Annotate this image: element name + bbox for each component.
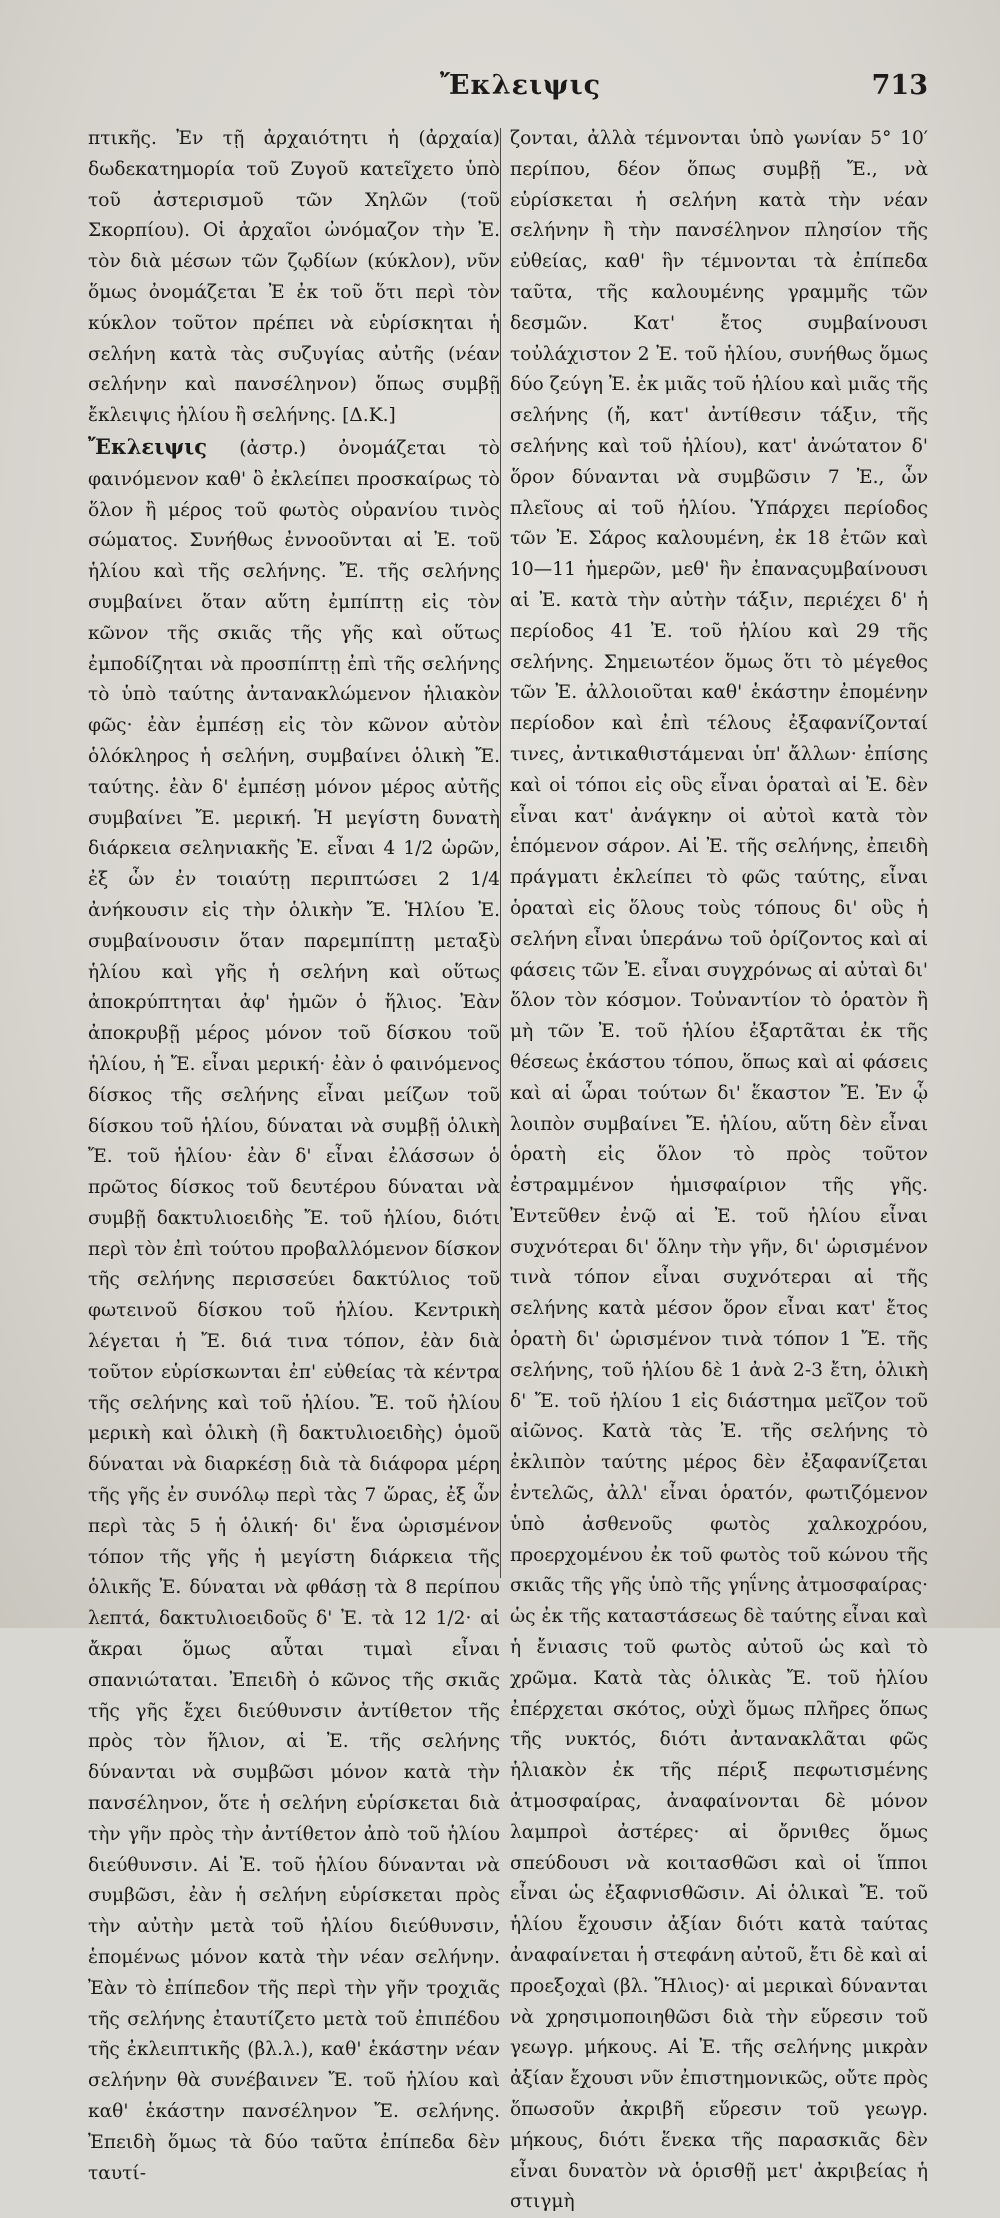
column-divider bbox=[500, 128, 501, 1578]
entry-eklipsis bbox=[88, 432, 500, 2189]
running-head: Ἔκλειψις bbox=[440, 70, 602, 101]
page-number: 713 bbox=[871, 70, 928, 101]
headword: Ἔκλειψις bbox=[88, 433, 208, 459]
right-column bbox=[510, 124, 928, 2218]
entry-body: (ἀστρ.) ὀνομάζεται τὸ φαινόμενον καθ' ὃ ἐκλείπει προσκαίρως τὸ ὅλον ἢ μέρος τοῦ φωτὸς οὐρανίου τινὸς σώματος. Συνήθως ἐννοοῦνται αἱ Ἐ. τοῦ ἡλίου καὶ τῆς σελήνης. Ἔ. τῆς σελήνης συμβαίνει ὅταν αὕτη ἐμπίπτῃ εἰς τὸν κῶνον τῆς σκιᾶς τῆς γῆς καὶ οὕτως ἐμποδίζηται νὰ προσπίπτῃ ἐπὶ τῆς σελήνης τὸ ὑπὸ ταύτης ἀντανακλώμενον ἡλιακὸν φῶς· ἐὰν ἐμπέσῃ εἰς τὸν κῶνον αὐτὸν ὁλόκληρος ἡ σελήνη, συμβαίνει ὁλικὴ Ἔ. ταύτης. ἐὰν δ' ἐμπέσῃ μόνον μέρος αὐτῆς συμβαίνει Ἔ. μερική. Ἡ μεγίστη δυνατὴ διάρκεια σεληνιακῆς Ἐ. εἶναι 4 1/2 ὡρῶν, ἐξ ὧν ἐν τοιαύτῃ περιπτώσει 2 1/4 ἀνήκουσιν εἰς τὴν ὁλικὴν Ἔ. Ἡλίου Ἐ. συμβαίνουσιν ὅταν παρεμπίπτῃ μεταξὺ ἡλίου καὶ γῆς ἡ σελήνη καὶ οὕτως ἀποκρύπτηται ἀφ' ἡμῶν ὁ ἥλιος. Ἐὰν ἀποκρυβῇ μέρος μόνον τοῦ δίσκου τοῦ ἡλίου, ἡ Ἔ. εἶναι μερική· ἐὰν ὁ φαινόμενος δίσκος τῆς σελήνης εἶναι μείζων τοῦ δίσκου τοῦ ἡλίου, δύναται νὰ συμβῇ ὁλικὴ Ἔ. τοῦ ἡλίου· ἐὰν δ' εἶναι ἐλάσσων ὁ πρῶτος δίσκος τοῦ δευτέρου δύναται νὰ συμβῇ δακτυλιοειδὴς Ἔ. τοῦ ἡλίου, διότι περὶ τὸν ἐπὶ τούτου προβαλλόμενον δίσκον τῆς σελήνης περισσεύει δακτύλιος τοῦ φωτεινοῦ δίσκου τοῦ ἡλίου. Κεντρικὴ λέγεται ἡ Ἔ. διά τινα τόπον, ἐὰν διὰ τοῦτον εὑρίσκωνται ἐπ' εὐθείας τὰ κέντρα τῆς σελήνης καὶ τοῦ ἡλίου. Ἔ. τοῦ ἡλίου μερικὴ καὶ ὁλικὴ (ἢ δακτυλιοειδὴς) ὁμοῦ δύναται νὰ διαρκέσῃ διὰ τὰ διάφορα μέρη τῆς γῆς ἐν συνόλῳ περὶ τὰς 7 ὥρας, ἐξ ὧν περὶ τὰς 5 ἡ ὁλική· δι' ἕνα ὡρισμένον τόπον τῆς γῆς ἡ μεγίστη διάρκεια τῆς ὁλικῆς Ἐ. δύναται νὰ φθάσῃ τὰ 8 περίπου λεπτά, δακτυλιοειδοῦς δ' Ἐ. τὰ 12 1/2· αἱ ἄκραι ὅμως αὗται τιμαὶ εἶναι σπανιώταται. Ἐπειδὴ ὁ κῶνος τῆς σκιᾶς τῆς γῆς ἔχει διεύθυνσιν ἀντίθετον τῆς πρὸς τὸν ἥλιον, αἱ Ἐ. τῆς σελήνης δύνανται νὰ συμβῶσι μόνον κατὰ τὴν πανσέληνον, ὅτε ἡ σελήνη εὑρίσκεται διὰ τὴν γῆν πρὸς τὴν ἀντίθετον ἀπὸ τοῦ ἡλίου διεύθυνσιν. Αἱ Ἐ. τοῦ ἡλίου δύνανται νὰ συμβῶσι, ἐὰν ἡ σελήνη εὑρίσκεται πρὸς τὴν αὐτὴν μετὰ τοῦ ἡλίου διεύθυνσιν, ἑπομένως μόνον κατὰ τὴν νέαν σελήνην. Ἐὰν τὸ ἐπίπεδον τῆς περὶ τὴν γῆν τροχιᾶς τῆς σελήνης ἐταυτίζετο μετὰ τοῦ ἐπιπέδου τῆς ἐκλειπτικῆς (βλ.λ.), καθ' ἑκάστην νέαν σελήνην θὰ συνέβαινεν Ἔ. τοῦ ἡλίου καὶ καθ' ἑκάστην πανσέληνον Ἔ. σελήνης. Ἐπειδὴ ὅμως τὰ δύο ταῦτα ἐπίπεδα δὲν ταυτί- bbox=[88, 437, 500, 2184]
left-paragraph-continued: πτικῆς. Ἐν τῇ ἀρχαιότητι ἡ (ἀρχαία) δωδεκατημορία τοῦ Ζυγοῦ κατεῖχετο ὑπὸ τοῦ ἀστερισμοῦ τῶν Χηλῶν (τοῦ Σκορπίου). Οἱ ἀρχαῖοι ὠνόμαζον τὴν Ἐ. τὸν διὰ μέσων τῶν ζῳδίων (κύκλον), νῦν ὅμως ὀνομάζεται Ἐ ἐκ τοῦ ὅτι περὶ τὸν κύκλον τοῦτον πρέπει νὰ εὑρίσκηται ἡ σελήνη κατὰ τὰς συζυγίας αὐτῆς (νέαν σελήνην καὶ πανσέληνον) ὅπως συμβῇ ἔκλειψις ἡλίου ἢ σελήνης. [Δ.Κ.] bbox=[88, 128, 500, 427]
left-column bbox=[88, 124, 500, 2189]
right-paragraph: ζονται, ἀλλὰ τέμνονται ὑπὸ γωνίαν 5° 10′ περίπου, δέον ὅπως συμβῇ Ἔ., νὰ εὑρίσκεται ἡ σελήνη κατὰ τὴν νέαν σελήνην ἢ τὴν πανσέληνον πλησίον τῆς εὐθείας, καθ' ἣν τέμνονται τὰ ἐπίπεδα ταῦτα, τῆς καλουμένης γραμμῆς τῶν δεσμῶν. Κατ' ἔτος συμβαίνουσι τοὐλάχιστον 2 Ἐ. τοῦ ἡλίου, συνήθως ὅμως δύο ζεύγη Ἐ. ἐκ μιᾶς τοῦ ἡλίου καὶ μιᾶς τῆς σελήνης (ἤ, κατ' ἀντίθεσιν τάξιν, τῆς σελήνης καὶ τοῦ ἡλίου), κατ' ἀνώτατον δ' ὅρον δύνανται νὰ συμβῶσιν 7 Ἐ., ὧν πλεῖους αἱ τοῦ ἡλίου. Ὑπάρχει περίοδος τῶν Ἐ. Σάρος καλουμένη, ἐκ 18 ἐτῶν καὶ 10—11 ἡμερῶν, μεθ' ἣν ἐπαναςυμβαίνουσι αἱ Ἐ. κατὰ τὴν αὐτὴν τάξιν, περιέχει δ' ἡ περίοδος 41 Ἐ. τοῦ ἡλίου καὶ 29 τῆς σελήνης. Σημειωτέον ὅμως ὅτι τὸ μέγεθος τῶν Ἐ. ἀλλοιοῦται καθ' ἑκάστην ἐπομένην περίοδον καὶ ἐπὶ τέλους ἐξαφανίζονταί τινες, ἀντικαθιστάμεναι ὑπ' ἄλλων· ἐπίσης καὶ οἱ τόποι εἰς οὓς εἶναι ὁραταὶ αἱ Ἐ. δὲν εἶναι κατ' ἀνάγκην οἱ αὐτοὶ κατὰ τὸν ἑπόμενον σάρον. Αἱ Ἐ. τῆς σελήνης, ἐπειδὴ πράγματι ἐκλείπει τὸ φῶς ταύτης, εἶναι ὁραταὶ εἰς ὅλους τοὺς τόπους δι' οὓς ἡ σελήνη εἶναι ὑπεράνω τοῦ ὁρίζοντος καὶ αἱ φάσεις τῶν Ἐ. εἶναι συγχρόνως αἱ αὐταὶ δι' ὅλον τὸν κόσμον. Τοὐναντίον τὸ ὁρατὸν ἢ μὴ τῶν Ἐ. τοῦ ἡλίου ἐξαρτᾶται ἐκ τῆς θέσεως ἑκάστου τόπου, ὅπως καὶ αἱ φάσεις καὶ αἱ ὧραι τούτων δι' ἕκαστον Ἔ. Ἐν ᾧ λοιπὸν συμβαίνει Ἔ. ἡλίου, αὕτη δὲν εἶναι ὁρατὴ εἰς ὅλον τὸ πρὸς τοῦτον ἐστραμμένον ἡμισφαίριον τῆς γῆς. Ἐντεῦθεν ἐνῷ αἱ Ἐ. τοῦ ἡλίου εἶναι συχνότεραι δι' ὅλην τὴν γῆν, δι' ὡρισμένον τινὰ τόπον εἶναι συχνότεραι αἱ τῆς σελήνης κατὰ μέσον ὅρον εἶναι κατ' ἔτος ὁρατὴ δι' ὡρισμένον τινὰ τόπον 1 Ἔ. τῆς σελήνης, τοῦ ἡλίου δὲ 1 ἀνὰ 2-3 ἔτη, ὁλικὴ δ' Ἔ. τοῦ ἡλίου 1 εἰς διάστημα μεῖζον τοῦ αἰῶνος. Κατὰ τὰς Ἐ. τῆς σελήνης τὸ ἐκλιπὸν ταύτης μέρος δὲν ἐξαφανίζεται ἐντελῶς, ἀλλ' εἶναι ὁρατόν, φωτιζόμενον ὑπὸ ἀσθενοῦς φωτὸς χαλκοχρόου, προερχομένου ἐκ τοῦ φωτὸς τοῦ κώνου τῆς σκιᾶς τῆς γῆς ὑπὸ τῆς γηΐνης ἀτμοσφαίρας· ὡς ἐκ τῆς καταστάσεως δὲ ταύτης εἶναι καὶ ἡ ἔνιασις τοῦ φωτὸς αὐτοῦ ὡς καὶ τὸ χρῶμα. Κατὰ τὰς ὁλικὰς Ἔ. τοῦ ἡλίου ἐπέρχεται σκότος, οὐχὶ ὅμως πλῆρες ὅπως τῆς νυκτός, διότι ἀντανακλᾶται φῶς ἡλιακὸν ἐκ τῆς πέριξ πεφωτισμένης ἀτμοσφαίρας, ἀναφαίνονται δὲ μόνον λαμπροὶ ἀστέρες· αἱ ὄρνιθες ὅμως σπεύδουσι νὰ κοιτασθῶσι καὶ οἱ ἵπποι εἶναι ὡς ἐξαφνισθῶσιν. Αἱ ὁλικαὶ Ἔ. τοῦ ἡλίου ἔχουσιν ἀξίαν διότι κατὰ ταύτας ἀναφαίνεται ἡ στεφάνη αὐτοῦ, ἔτι δὲ καὶ αἱ προεξοχαὶ (βλ. Ἥλιος)· αἱ μερικαὶ δύνανται νὰ χρησιμοποιηθῶσι διὰ τὴν εὕρεσιν τοῦ γεωγρ. μήκους. Αἱ Ἐ. τῆς σελήνης μικρὰν ἀξίαν ἔχουσι νῦν ἐπιστημονικῶς, οὔτε πρὸς ὅπωσοῦν ἀκριβῆ εὕρεσιν τοῦ γεωγρ. μήκους, διότι ἕνεκα τῆς παρασκιᾶς δὲν εἶναι δυνατὸν νὰ ὁρισθῇ μετ' ἀκριβείας ἡ στιγμὴ bbox=[510, 128, 928, 2213]
